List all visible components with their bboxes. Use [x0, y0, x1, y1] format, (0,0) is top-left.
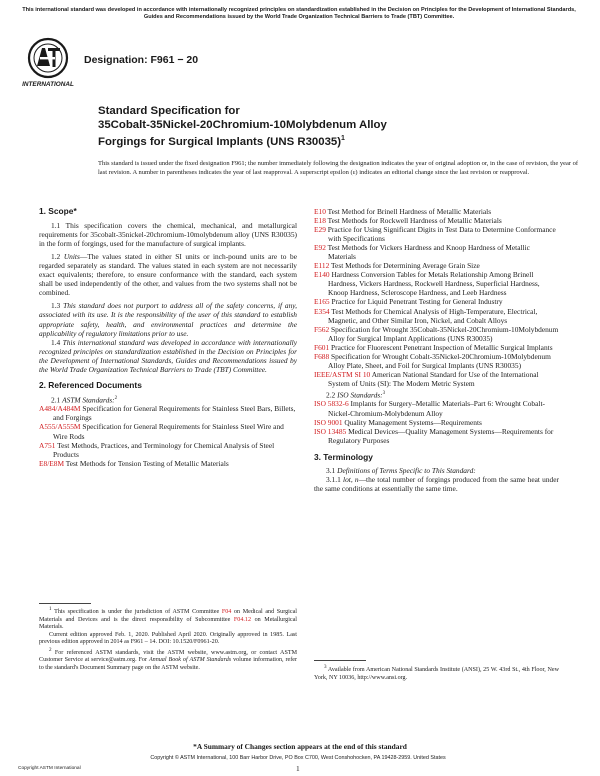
ref-code-link[interactable]: A751	[39, 440, 56, 450]
footnote-mark: 2	[49, 646, 52, 653]
para-number: 2.1	[51, 395, 61, 405]
scope-1-4	[39, 338, 297, 374]
ref-item	[314, 270, 559, 297]
ref-item	[314, 343, 559, 352]
ref-code-link[interactable]: ISO 9001	[314, 417, 343, 427]
ref-text: Test Methods for Chemical Analysis of High-Temperature, Electrical, Magnetic, and Other Similar Iron, Nickel, and Cobalt Alloys	[328, 306, 538, 325]
footnote-mark: 3	[382, 390, 386, 396]
ref-text: Test Method for Brinell Hardness of Metallic Materials	[325, 207, 492, 216]
footnote-divider-right	[314, 660, 366, 661]
top-note: This international standard was developed in accordance with internationally recognized principles on standardization established in the Decision on Principles for the Development of International Standards, Guides and Recommendations issued by the World Trade Organization Technical Barriers to Trade (TBT) Committee.	[22, 7, 576, 21]
ref-text: Specification for Wrought 35Cobalt-35Nickel-20Chromium-10Molybdenum Alloy for Surgical Implant Applications (UNS R30035)	[328, 324, 559, 343]
ref-code-link[interactable]: E140	[314, 270, 330, 280]
left-column	[39, 207, 297, 468]
ref-code-link[interactable]: E354	[314, 306, 330, 316]
ref-text: Practice for Liquid Penetrant Testing for General Industry	[329, 297, 503, 307]
para-text: This specification covers the chemical, mechanical, and metallurgical requirements for 35cobalt-35nickel-20chromium-10molybdenum alloy (UNS R30035) in the form of forgings, used for the manufacture of surgical implants.	[39, 221, 297, 249]
terminology-3-1-1	[314, 475, 559, 493]
para-label: ISO Standards:	[337, 390, 383, 400]
astm-standards-label	[39, 394, 297, 405]
ref-text: Practice for Fluorescent Penetrant Inspection of Metallic Surgical Implants	[329, 342, 553, 352]
ref-item	[314, 225, 559, 243]
scope-heading: 1. Scope*	[39, 206, 77, 216]
scope-1-3	[39, 301, 297, 337]
ref-code-link[interactable]: F688	[314, 351, 330, 361]
ref-text: Medical Devices—Quality Management Systems—Requirements for Regulatory Purposes	[328, 426, 554, 445]
title-line-3	[98, 132, 578, 149]
ref-code-link[interactable]: E112	[314, 261, 330, 271]
terminology-3-1	[314, 466, 559, 475]
ref-text: Test Methods for Tension Testing of Metallic Materials	[64, 458, 229, 468]
scope-1-2	[39, 252, 297, 297]
footnote-mark: 3	[324, 664, 327, 670]
footnote-2	[39, 647, 297, 673]
svg-text:INTERNATIONAL: INTERNATIONAL	[22, 81, 74, 88]
footnote-text: Available from American National Standards Institute (ANSI), 25 W. 43rd St., 4th Floor, New York, NY 10036, http://www.ansi.org.	[314, 667, 559, 681]
ref-item	[314, 352, 559, 370]
ref-item	[314, 427, 559, 445]
terminology-heading: 3. Terminology	[314, 451, 373, 462]
iso-standards-label	[314, 389, 559, 400]
ref-text: Specification for Wrought Cobalt-35Nickel-20Chromium-10Molybdenum Alloy Plate, Sheet, and Foil for Surgical Implants (UNS R30035)	[328, 351, 551, 370]
footnote-1-edition: Current edition approved Feb. 1, 2020. Published April 2020. Originally approved in 1985. Last previous edition approved in 2014 as F961 – 14. DOI: 10.1520/F0961-20.	[39, 631, 297, 646]
para-number: 1.1	[51, 221, 61, 231]
subcommittee-link[interactable]: F04.12	[233, 616, 252, 623]
ref-code-link[interactable]: A555/A555M	[39, 422, 81, 432]
footnote-1	[39, 606, 297, 632]
para-number: 1.2	[51, 252, 61, 262]
ref-code-link[interactable]: ISO 5832-6	[314, 399, 349, 409]
para-label: ASTM Standards:	[62, 395, 115, 405]
astm-logo-icon	[22, 36, 74, 90]
ref-item	[314, 297, 559, 306]
para-text: —the total number of forgings produced from the same heat under the same conditions at essentially the same time.	[314, 474, 559, 493]
footnotes-left	[39, 606, 297, 672]
ref-item	[314, 370, 559, 388]
ref-text: Quality Management Systems—Requirements	[342, 417, 482, 427]
left-ref-list	[39, 404, 297, 467]
ref-code-link[interactable]: A484/A484M	[39, 404, 81, 414]
para-number: 1.4	[51, 337, 61, 347]
footnote-3	[314, 664, 559, 682]
ref-code-link[interactable]: E18	[314, 216, 326, 226]
para-text: Definitions of Terms Specific to This Standard:	[337, 465, 476, 475]
footnote-text: For referenced ASTM standards, visit the ASTM website, www.astm.org, or contact ASTM Customer Service at service@astm.org. For	[39, 649, 297, 664]
footnote-mark: 1	[49, 606, 52, 612]
ref-code-link[interactable]: F601	[314, 342, 330, 352]
para-number: 2.2	[326, 390, 336, 400]
ref-text: Implants for Surgery–Metallic Materials–Part 6: Wrought Cobalt-Nickel-Chromium-Molybdenum Alloy	[328, 399, 545, 418]
ref-item	[314, 418, 559, 427]
copyright-line: Copyright © ASTM International, 100 Barr Harbor Drive, PO Box C700, West Conshohocken, PA 19428-2959. United States	[150, 755, 446, 761]
para-label: Units	[63, 252, 80, 262]
references-heading: 2. Referenced Documents	[39, 379, 142, 390]
ref-code-link[interactable]: E165	[314, 297, 330, 307]
ref-code-link[interactable]: ISO 13485	[314, 426, 347, 436]
iso-ref-list	[314, 399, 559, 444]
ref-code-link[interactable]: E10	[314, 207, 326, 216]
title-footnote-mark: 1	[341, 135, 345, 143]
footnote-mark: 2	[114, 395, 118, 401]
ref-item	[314, 399, 559, 417]
designation: Designation: F961 − 20	[84, 54, 199, 66]
ref-text: Hardness Conversion Tables for Metals Relationship Among Brinell Hardness, Vickers Hardness, Rockwell Hardness, Superficial Hardness, Knoop Hardness, Scleroscope Hardness, and Leeb Hardness	[328, 270, 540, 298]
ref-text: Test Methods for Vickers Hardness and Knoop Hardness of Metallic Materials	[325, 243, 530, 262]
ref-text: Specification for General Requirements for Stainless Steel Bars, Billets, and Forgings	[53, 404, 296, 423]
ref-text: American National Standard for Use of the International System of Units (SI): The Modern Metric System	[328, 369, 539, 388]
footnote-text: on Metallurgical Materials.	[39, 616, 297, 631]
licensed-note: Copyright ASTM International	[18, 766, 81, 771]
para-number: 3.1	[326, 465, 336, 475]
ref-item	[314, 325, 559, 343]
ref-code-link[interactable]: F562	[314, 324, 330, 334]
committee-link[interactable]: F04	[221, 609, 232, 616]
ref-text: Test Methods, Practices, and Terminology for Chemical Analysis of Steel Products	[53, 440, 275, 459]
ref-item	[314, 216, 559, 225]
title-line-3-text: Forgings for Surgical Implants (UNS R30035)	[98, 136, 342, 149]
ref-item	[39, 422, 297, 440]
right-ref-list	[314, 207, 559, 388]
ref-item	[314, 243, 559, 261]
footnote-text: on Medical and Surgical Materials and Devices and is the direct responsibility of Subcommittee	[39, 609, 297, 623]
ref-item	[314, 307, 559, 325]
title-line-2: 35Cobalt-35Nickel-20Chromium-10Molybdenum Alloy	[98, 119, 387, 132]
footnote-divider	[39, 603, 91, 604]
footnote-text: This specification is under the jurisdiction of ASTM Committee	[54, 609, 222, 616]
ref-text: Practice for Using Significant Digits in Test Data to Determine Conformance with Specifications	[325, 225, 556, 244]
para-number: 3.1.1	[326, 474, 341, 484]
ref-code-link[interactable]: E8/E8M	[39, 458, 65, 468]
page-number: 1	[296, 764, 300, 773]
para-text: This international standard was developed in accordance with internationally recognized principles on standardization established in the Decision on Principles for the Development of International Standards, Guides and Recommendations issued by the World Trade Organization Technical Barriers to Trade (TBT) Committee.	[39, 337, 297, 374]
ref-item	[39, 459, 297, 468]
ref-text: Specification for General Requirements for Stainless Steel Wire and Wire Rods	[53, 422, 284, 441]
page-title	[98, 104, 578, 149]
ref-text: Test Methods for Rockwell Hardness of Metallic Materials	[325, 216, 502, 226]
scope-1-1	[39, 221, 297, 248]
astm-logo	[22, 36, 74, 90]
ref-code-link[interactable]: E92	[314, 243, 326, 253]
ref-text: Test Methods for Determining Average Grain Size	[329, 261, 480, 271]
summary-of-changes-note: *A Summary of Changes section appears at the end of this standard	[193, 742, 407, 751]
title-line-1: Standard Specification for	[98, 105, 240, 117]
footnote-text-italic: Annual Book of ASTM Standards	[148, 657, 232, 664]
footnotes-right	[314, 664, 559, 682]
ref-code-link[interactable]: IEEE/ASTM SI 10	[314, 369, 371, 379]
ref-item	[314, 207, 559, 216]
right-column	[314, 207, 559, 493]
footnote-text: volume information, refer to the standard's Document Summary page on the ASTM website.	[39, 657, 298, 671]
term: lot, n	[343, 474, 359, 484]
ref-item	[39, 404, 297, 422]
para-number: 1.3	[51, 301, 61, 311]
ref-item	[39, 441, 297, 459]
ref-code-link[interactable]: E29	[314, 225, 326, 235]
ref-item	[314, 261, 559, 270]
para-text: This standard does not purport to address all of the safety concerns, if any, associated with its use. It is the responsibility of the user of this standard to establish appropriate safety, health, and environmental practices and determine the applicability of regulatory limitations prior to use.	[39, 301, 297, 338]
para-text: —The values stated in either SI units or inch-pound units are to be regarded separately as standard. The values stated in each system are not necessarily exact equivalents; therefore, to ensure conformance with the standard, each system shall be used independently of the other, and values from the two systems shall not be combined.	[39, 252, 297, 298]
issued-note: This standard is issued under the fixed designation F961; the number immediately following the designation indicates the year of original adoption or, in the case of revision, the year of last revision. A number in parentheses indicates the year of last reapproval. A superscript epsilon (ε) indicates an editorial change since the last revision or reapproval.	[98, 160, 579, 176]
